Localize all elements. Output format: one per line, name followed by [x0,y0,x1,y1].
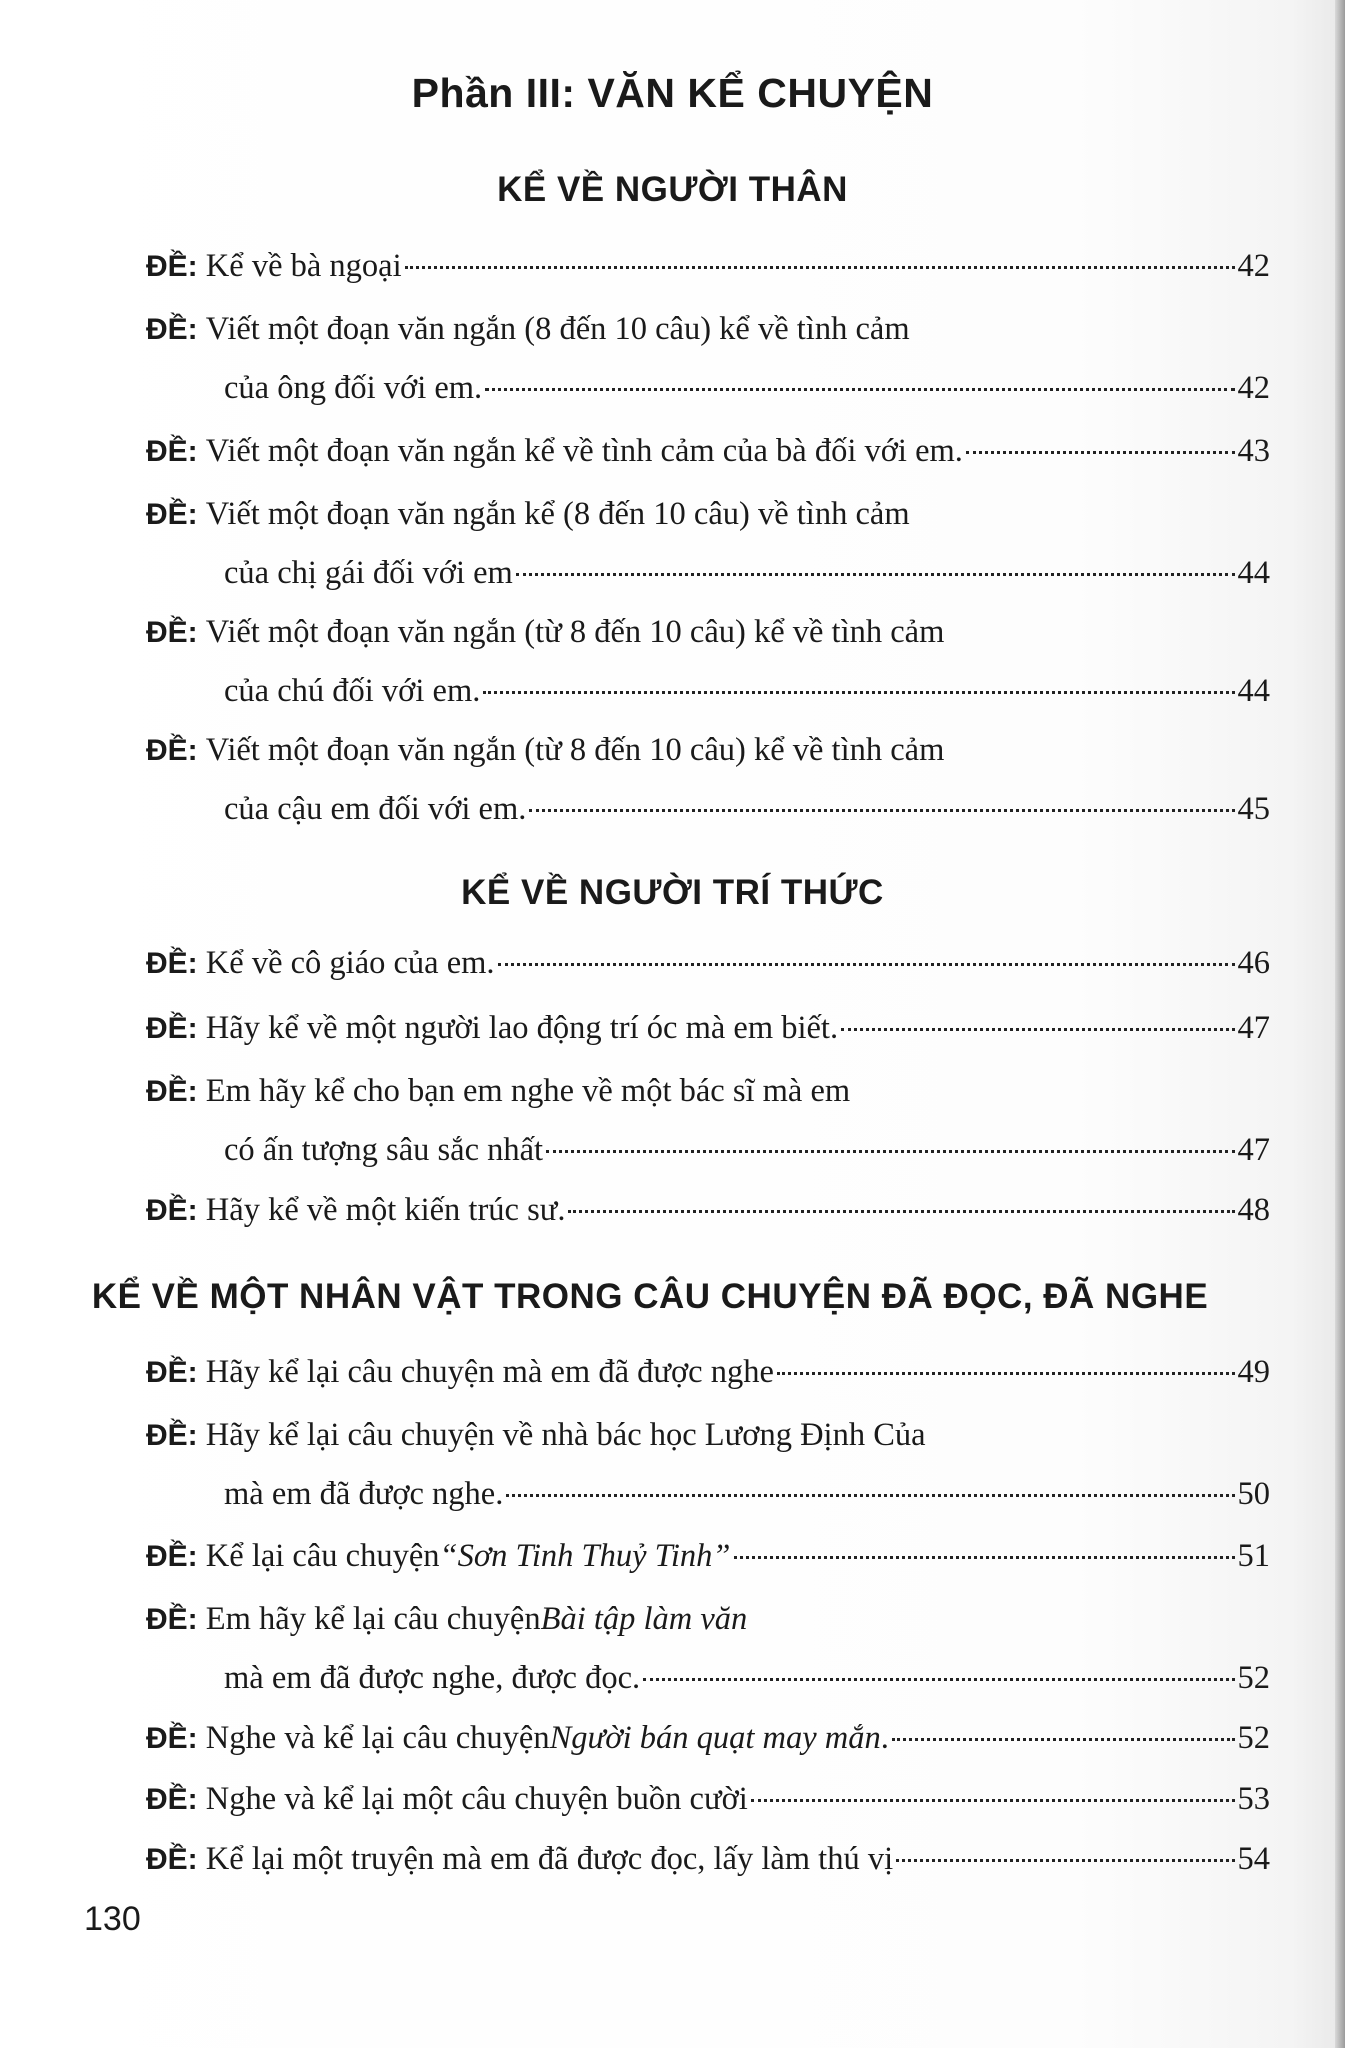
entry-label: ĐỀ: [146,947,198,980]
dot-leader [506,1494,1234,1497]
entry-title: Viết một đoạn văn ngắn (từ 8 đến 10 câu) kể về tình cảm [205,614,945,650]
entry-title: Kể lại một truyện mà em đã được đọc, lấy làm thú vị [205,1841,894,1877]
entry-page: 54 [1237,1841,1270,1877]
dot-leader [734,1556,1235,1559]
entry-label: ĐỀ: [146,1843,198,1876]
dot-leader [841,1028,1234,1031]
entry-label: ĐỀ: [146,1540,198,1573]
entry-label: ĐỀ: [146,1603,198,1636]
entry-label: ĐỀ: [146,1419,198,1452]
dot-leader [777,1372,1235,1375]
toc-entry[interactable] [146,237,1270,296]
entry-page: 48 [1237,1192,1270,1228]
entry-title-cont: của chị gái đối với em [224,555,513,591]
entry-page: 44 [1237,673,1270,709]
dot-leader [483,691,1234,694]
section-title-tri-thuc: KỂ VỀ NGƯỜI TRÍ THỨC [461,873,884,912]
entry-label: ĐỀ: [146,1356,198,1389]
dot-leader [896,1859,1234,1862]
toc-entry[interactable] [146,934,1270,993]
entry-title: Hãy kể về một kiến trúc sư. [205,1192,566,1228]
dot-leader [546,1150,1234,1153]
entry-title-cont: có ấn tượng sâu sắc nhất [224,1132,544,1168]
dot-leader [892,1738,1235,1741]
entry-title: Nghe và kể lại câu chuyện [205,1720,550,1756]
entry-label: ĐỀ: [146,734,198,767]
entry-label: ĐỀ: [146,250,198,283]
entry-label: ĐỀ: [146,313,198,346]
dot-leader [529,809,1234,812]
entry-title: Viết một đoạn văn ngắn kể về tình cảm của bà đối với em. [205,433,963,469]
entry-label: ĐỀ: [146,435,198,468]
entry-title: Hãy kể lại câu chuyện mà em đã được nghe [205,1354,774,1390]
entry-label: ĐỀ: [146,1722,198,1755]
toc-entry[interactable] [146,485,1270,602]
dot-leader [568,1210,1234,1213]
entry-page: 52 [1237,1720,1270,1756]
book-spine-shadow [1335,0,1345,2048]
toc-entry[interactable] [146,1709,1270,1768]
dot-leader [966,451,1235,454]
section-title-nhan-vat: KỂ VỀ MỘT NHÂN VẬT TRONG CÂU CHUYỆN ĐÃ ĐỌC, ĐÃ NGHE [91,1277,1209,1316]
entry-title-cont: của ông đối với em. [224,370,483,406]
entry-title: Viết một đoạn văn ngắn (8 đến 10 câu) kể về tình cảm [205,311,910,347]
entry-page: 51 [1237,1538,1270,1574]
dot-leader [485,388,1234,391]
entry-page: 42 [1237,370,1270,406]
part-title: Phần III: VĂN KỂ CHUYỆN [411,70,934,116]
entry-title-cont: của chú đối với em. [224,673,481,709]
toc-entry[interactable] [146,721,1270,838]
entry-title-cont: mà em đã được nghe, được đọc. [224,1660,641,1696]
entry-title: Viết một đoạn văn ngắn (từ 8 đến 10 câu) kể về tình cảm [205,732,945,768]
entry-page: 52 [1237,1660,1270,1696]
toc-entry[interactable] [146,1181,1270,1240]
toc-entry[interactable] [146,1590,1270,1707]
section-title-nguoi-than: KỂ VỀ NGƯỜI THÂN [497,170,848,209]
toc-entry[interactable] [146,422,1270,481]
entry-label: ĐỀ: [146,1194,198,1227]
entry-page: 47 [1237,1132,1270,1168]
entry-page: 46 [1237,945,1270,981]
entry-title: Em hãy kể lại câu chuyện [205,1601,541,1637]
entry-title: Viết một đoạn văn ngắn kể (8 đến 10 câu) về tình cảm [205,496,910,532]
entry-label: ĐỀ: [146,1075,198,1108]
dot-leader [498,963,1235,966]
entry-title: Kể về cô giáo của em. [205,945,495,981]
entry-title: Em hãy kể cho bạn em nghe về một bác sĩ mà em [205,1073,851,1109]
entry-title-italic: “Sơn Tinh Thuỷ Tinh” [439,1538,731,1574]
entry-label: ĐỀ: [146,616,198,649]
dot-leader [405,266,1235,269]
dot-leader [751,1799,1235,1802]
entry-page: 50 [1237,1476,1270,1512]
toc-entry[interactable] [146,1343,1270,1402]
entry-page: 53 [1237,1781,1270,1817]
page-number: 130 [84,1900,141,1938]
entry-label: ĐỀ: [146,498,198,531]
entry-title-tail: . [880,1720,889,1756]
toc-entry[interactable] [146,1527,1270,1586]
entry-title: Kể về bà ngoại [205,248,402,284]
entry-title: Hãy kể về một người lao động trí óc mà em biết. [205,1010,839,1046]
entry-page: 42 [1237,248,1270,284]
entry-page: 44 [1237,555,1270,591]
entry-label: ĐỀ: [146,1012,198,1045]
entry-title-cont: của cậu em đối với em. [224,791,527,827]
entry-title: Hãy kể lại câu chuyện về nhà bác học Lương Định Của [205,1417,926,1453]
toc-entry[interactable] [146,999,1270,1058]
entry-page: 45 [1237,791,1270,827]
entry-title-italic: Bài tập làm văn [540,1601,748,1637]
entry-page: 43 [1237,433,1270,469]
entry-page: 47 [1237,1010,1270,1046]
toc-entry[interactable] [146,1770,1270,1829]
entry-title-italic: Người bán quạt may mắn [549,1720,881,1756]
toc-entry[interactable] [146,1830,1270,1889]
entry-title: Nghe và kể lại một câu chuyện buồn cười [205,1781,748,1817]
entry-page: 49 [1237,1354,1270,1390]
toc-entry[interactable] [146,1406,1270,1523]
toc-entry[interactable] [146,603,1270,720]
toc-entry[interactable] [146,1062,1270,1179]
entry-title: Kể lại câu chuyện [205,1538,440,1574]
dot-leader [643,1678,1234,1681]
entry-label: ĐỀ: [146,1783,198,1816]
entry-title-cont: mà em đã được nghe. [224,1476,504,1512]
dot-leader [516,573,1235,576]
toc-entry[interactable] [146,300,1270,417]
